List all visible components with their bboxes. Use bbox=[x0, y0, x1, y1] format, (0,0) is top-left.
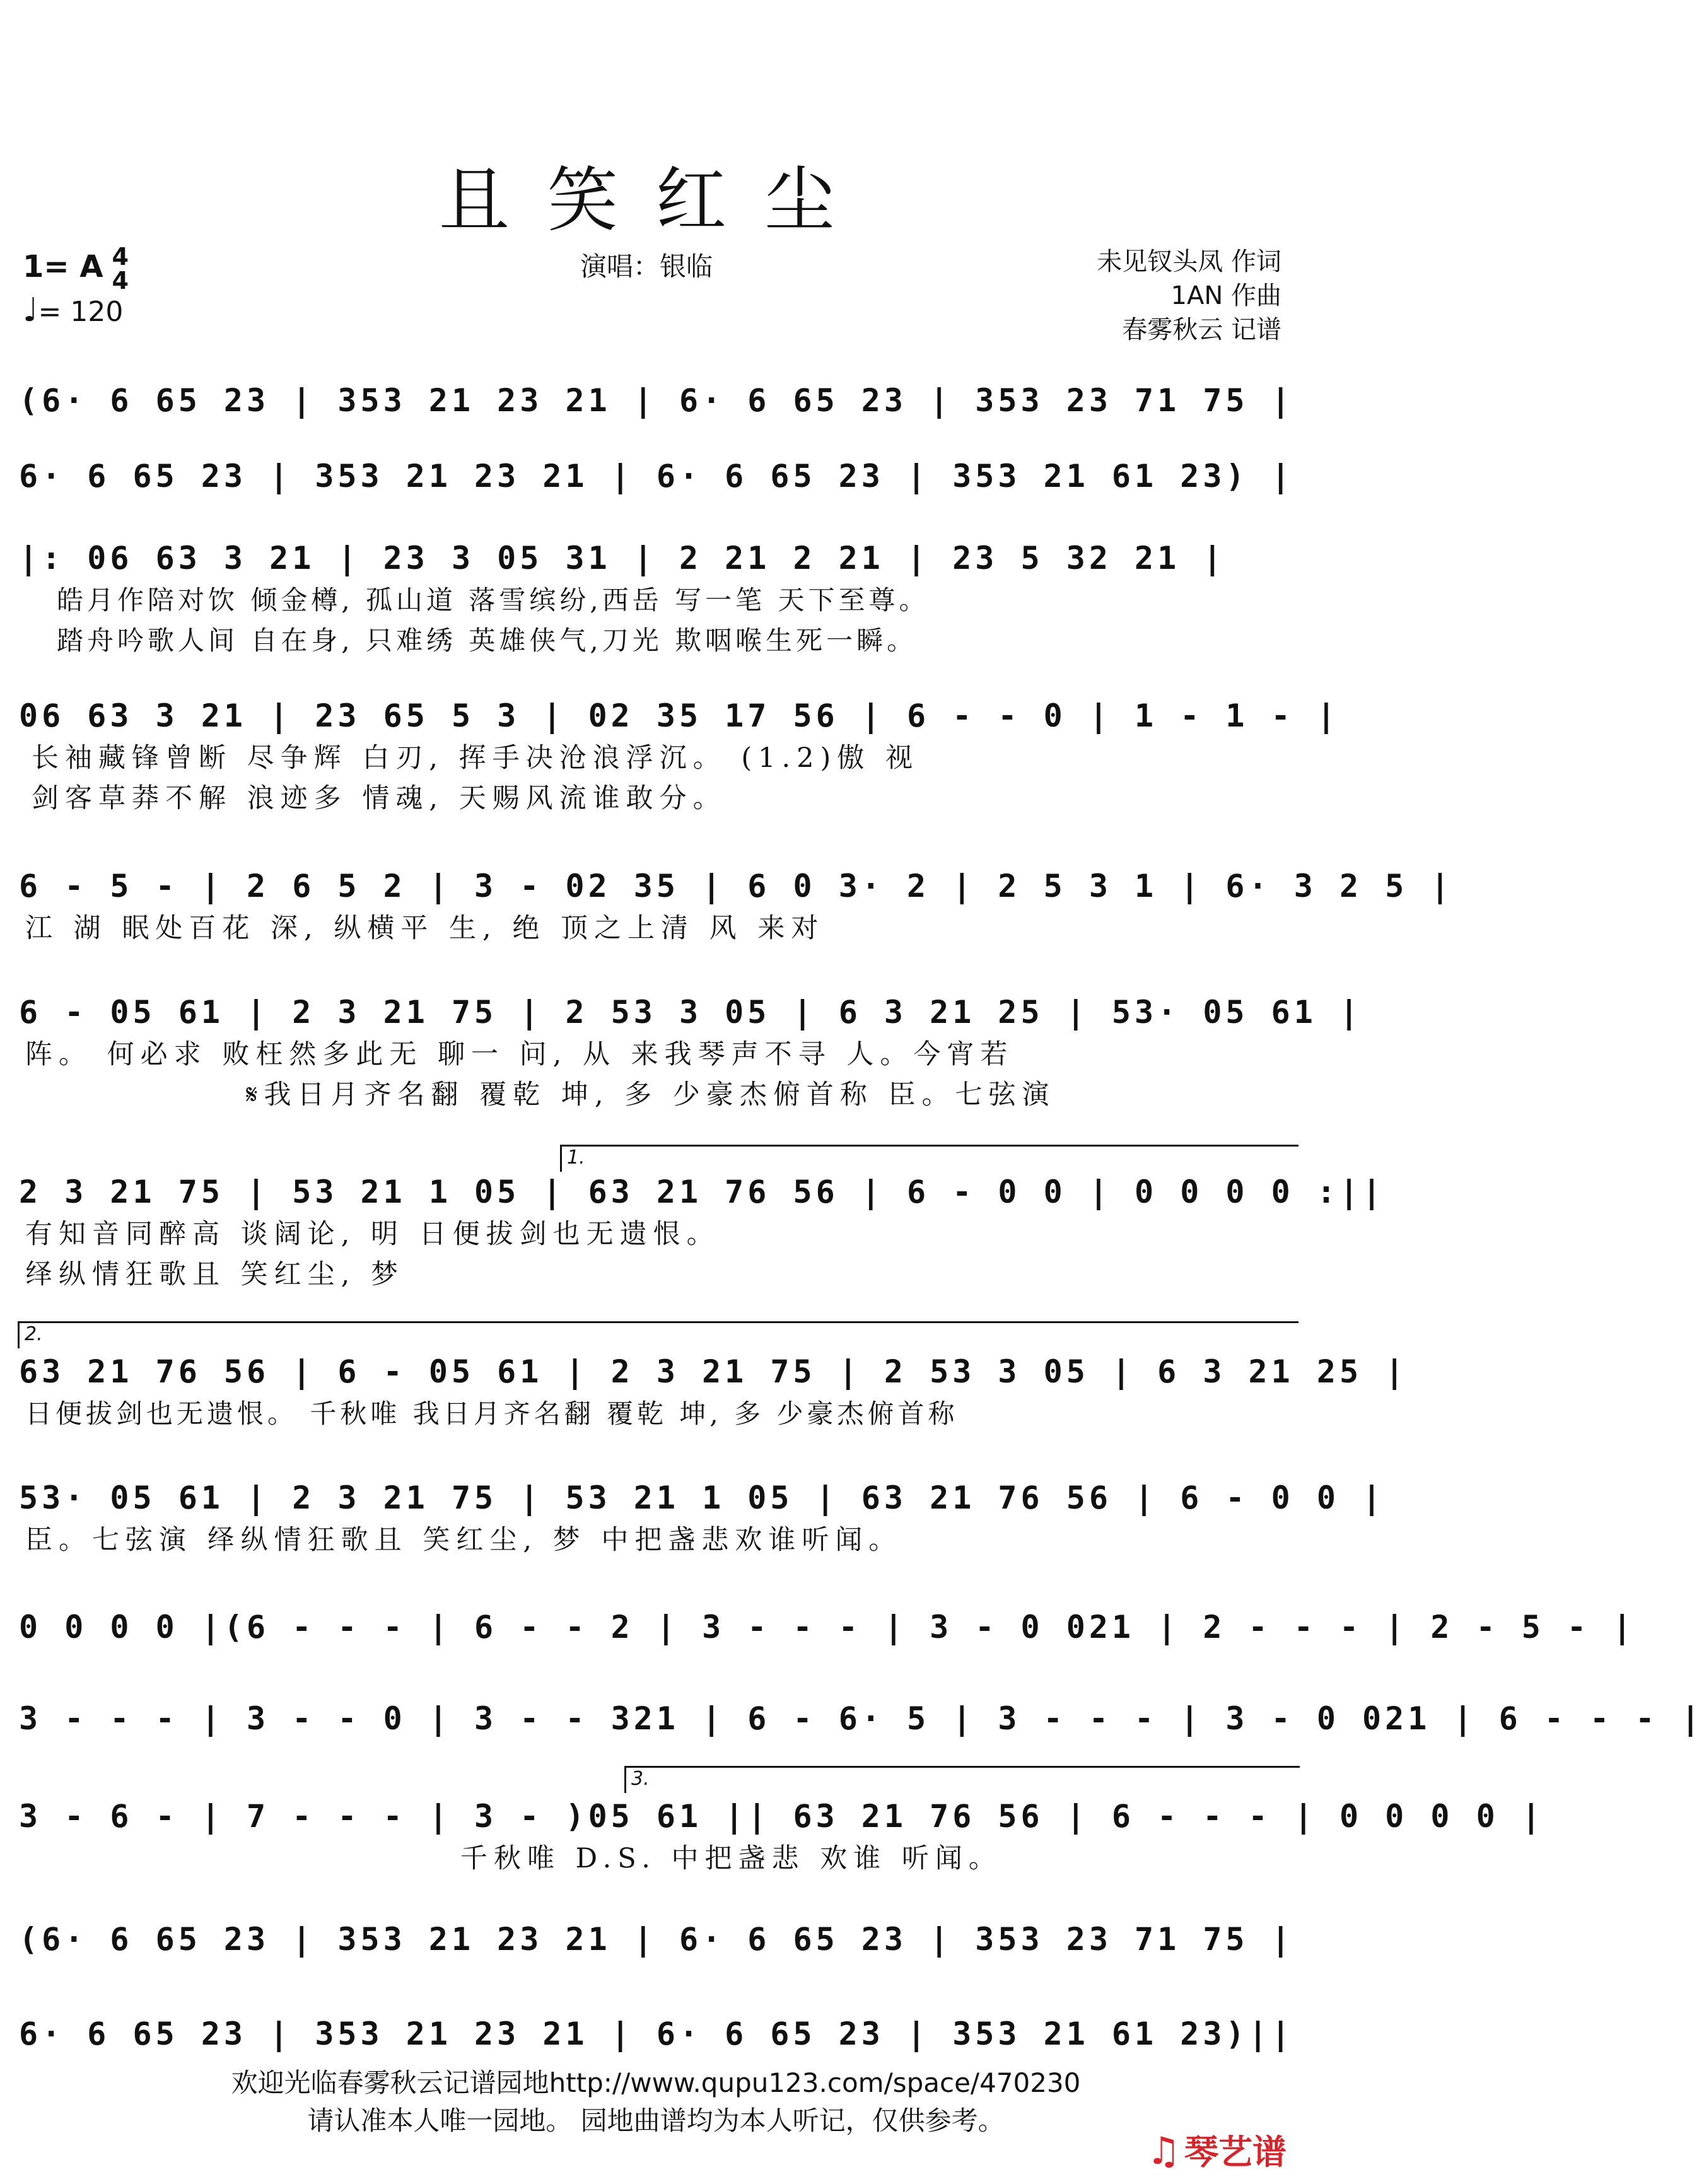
staff-system-3 bbox=[19, 536, 1299, 661]
site-logo bbox=[1147, 2125, 1287, 2174]
notation-line: 53· 05 61 | 2 3 21 75 | 53 21 1 05 | 63 21 76 56 | 6 - 0 0 | bbox=[19, 1480, 1386, 1516]
notation-line: 6· 6 65 23 | 353 21 23 21 | 6· 6 65 23 | 353 21 61 23)|| bbox=[19, 2016, 1294, 2052]
song-title: 且笑红尘 bbox=[439, 160, 873, 242]
notation-line: 3 - - - | 3 - - 0 | 3 - - 321 | 6 - 6· 5 | 3 - - - | 3 - 0 021 | 6 - - - | bbox=[19, 1700, 1704, 1737]
notation-line: 2 3 21 75 | 53 21 1 05 | 63 21 76 56 | 6 - 0 0 | 0 0 0 0 :|| bbox=[19, 1174, 1386, 1210]
staff-system-2 bbox=[19, 454, 1299, 498]
staff-system-6 bbox=[19, 990, 1363, 1115]
volta-bracket-3: 3. bbox=[624, 1766, 1300, 1793]
staff-system-11 bbox=[19, 1696, 1704, 1741]
notation-line: (6· 6 65 23 | 353 21 23 21 | 6· 6 65 23 | 353 23 71 75 | bbox=[19, 1921, 1294, 1958]
transcriber-credit: 春雾秋云 记谱 bbox=[1122, 315, 1281, 344]
footer-website-line: 欢迎光临春雾秋云记谱园地http://www.qupu123.com/space/470230 bbox=[231, 2067, 1081, 2098]
tempo-value: = 120 bbox=[38, 296, 124, 328]
lyric-verse-1: 日便拔剑也无遗恨。 千秋唯 我日月齐名翻 覆乾 坤, 多 少豪杰俯首称 bbox=[25, 1398, 959, 1429]
logo-text: 琴艺谱 bbox=[1184, 2132, 1287, 2172]
lyric-verse-2: 踏舟吟歌人间 自在身, 只难绣 英雄侠气,刀光 欺咽喉生死一瞬。 bbox=[57, 625, 918, 656]
lyric-verse-1: 江 湖 眠处百花 深, 纵横平 生, 绝 顶之上清 风 来对 bbox=[25, 913, 825, 944]
credits-block bbox=[1097, 245, 1281, 347]
lyric-verse-1: 千秋唯 D.S. 中把盏悲 欢谁 听闻。 bbox=[460, 1843, 1002, 1874]
notation-line: 0 0 0 0 |(6 - - - | 6 - - 2 | 3 - - - | 3 - 0 021 | 2 - - - | 2 - 5 - | bbox=[19, 1609, 1636, 1645]
staff-system-7 bbox=[19, 1170, 1386, 1295]
lyric-verse-2: 剑客草莽不解 浪迹多 情魂, 天赐风流谁敢分。 bbox=[32, 783, 727, 814]
notation-line: 63 21 76 56 | 6 - 05 61 | 2 3 21 75 | 2 53 3 05 | 6 3 21 25 | bbox=[19, 1353, 1408, 1390]
music-note-logo-icon: ♫ bbox=[1147, 2129, 1181, 2173]
staff-system-14 bbox=[19, 2012, 1299, 2056]
time-signature bbox=[112, 245, 128, 293]
lyric-verse-2: 𝄋我日月齐名翻 覆乾 坤, 多 少豪杰俯首称 臣。七弦演 bbox=[246, 1079, 1056, 1111]
volta-bracket-1: 1. bbox=[560, 1145, 1298, 1172]
notation-line: (6· 6 65 23 | 353 21 23 21 | 6· 6 65 23 | 353 23 71 75 | bbox=[19, 382, 1294, 419]
time-sig-top: 4 bbox=[112, 243, 129, 271]
notation-line: 06 63 3 21 | 23 65 5 3 | 02 35 17 56 | 6 - - 0 | 1 - 1 - | bbox=[19, 698, 1339, 734]
staff-system-4 bbox=[19, 694, 1339, 819]
staff-system-9 bbox=[19, 1476, 1386, 1560]
notation-line: 6· 6 65 23 | 353 21 23 21 | 6· 6 65 23 | 353 21 61 23) | bbox=[19, 458, 1294, 494]
singer-credit: 演唱：银临 bbox=[580, 251, 713, 282]
notation-line: 6 - 5 - | 2 6 5 2 | 3 - 02 35 | 6 0 3· 2 | 2 5 3 1 | 6· 3 2 5 | bbox=[19, 868, 1454, 904]
footer-notice-line: 请认准本人唯一园地。 园地曲谱均为本人听记，仅供参考。 bbox=[307, 2105, 1005, 2136]
key-label: 1= A bbox=[23, 249, 103, 284]
lyric-verse-1: 有知音同醉高 谈阔论, 明 日便拔剑也无遗恨。 bbox=[25, 1218, 720, 1250]
staff-system-13 bbox=[19, 1917, 1299, 1961]
tempo-marking bbox=[23, 291, 123, 329]
staff-system-5 bbox=[19, 864, 1454, 949]
staff-system-8 bbox=[19, 1350, 1408, 1434]
quarter-note-icon: ♩ bbox=[23, 291, 38, 329]
lyric-verse-1: 阵。 何必求 败枉然多此无 聊一 问, 从 来我琴声不寻 人。今宵若 bbox=[25, 1039, 1014, 1070]
notation-line: |: 06 63 3 21 | 23 3 05 31 | 2 21 2 21 | 23 5 32 21 | bbox=[19, 540, 1226, 576]
time-sig-bottom: 4 bbox=[112, 267, 129, 295]
lyricist-credit: 未见钗头凤 作词 bbox=[1097, 247, 1281, 276]
lyric-verse-1: 臣。七弦演 绎纵情狂歌且 笑红尘, 梦 中把盏悲欢谁听闻。 bbox=[25, 1524, 902, 1556]
notation-line: 3 - 6 - | 7 - - - | 3 - )05 61 || 63 21 76 56 | 6 - - - | 0 0 0 0 | bbox=[19, 1798, 1544, 1835]
notation-line: 6 - 05 61 | 2 3 21 75 | 2 53 3 05 | 6 3 21 25 | 53· 05 61 | bbox=[19, 994, 1363, 1031]
lyric-verse-2: 绎纵情狂歌且 笑红尘, 梦 bbox=[25, 1259, 405, 1290]
staff-system-12 bbox=[19, 1794, 1544, 1879]
composer-credit: 1AN 作曲 bbox=[1170, 281, 1281, 310]
staff-system-1 bbox=[19, 378, 1299, 423]
key-signature bbox=[23, 245, 129, 293]
lyric-verse-1: 皓月作陪对饮 倾金樽, 孤山道 落雪缤纷,西岳 写一笔 天下至尊。 bbox=[57, 585, 930, 616]
volta-bracket-2: 2. bbox=[18, 1321, 1298, 1348]
staff-system-10 bbox=[19, 1605, 1636, 1649]
lyric-verse-1: 长袖藏锋曾断 尽争辉 白刃, 挥手决沧浪浮沉。 (1.2)傲 视 bbox=[32, 742, 919, 774]
